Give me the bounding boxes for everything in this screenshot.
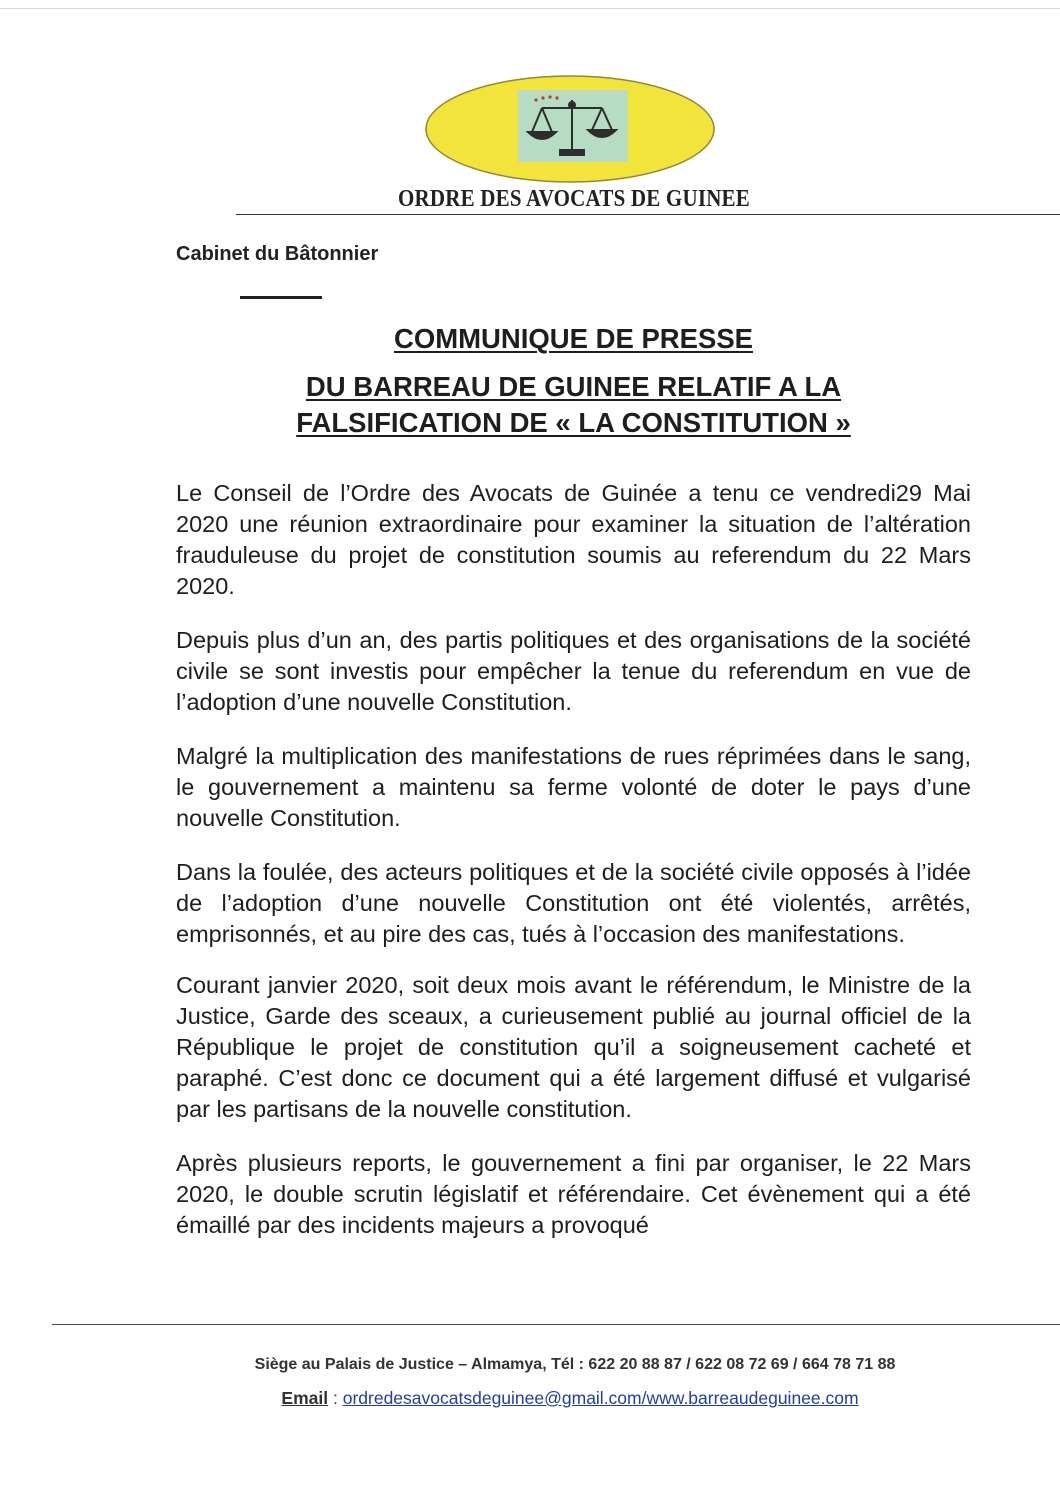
email-separator: : (328, 1388, 343, 1408)
footer-divider (52, 1324, 1060, 1325)
link-separator: / (641, 1388, 647, 1408)
department-underline (240, 296, 322, 299)
paragraph: Dans la foulée, des acteurs politiques et de la société civile opposés à l’idée de l’adoption d’une nouvelle Constitution ont été violentés, arrêtés, emprisonnés, et au pire des cas, tués à l’occasion des manifestations. (176, 859, 971, 947)
press-release-title: COMMUNIQUE DE PRESSE (393, 323, 754, 354)
paragraph: Le Conseil de l’Ordre des Avocats de Guinée a tenu ce vendredi29 Mai 2020 une réunion extraordinaire pour examiner la situation de l’altération frauduleuse du projet de constitution soumis au referendum du 22 Mars 2020. (176, 480, 971, 599)
paragraph: Courant janvier 2020, soit deux mois avant le référendum, le Ministre de la Justice, Garde des sceaux, a curieusement publié au journal officiel de la République le projet de constitution qu’il a soigneusement cacheté et paraphé. C’est donc ce document qui a été largement diffusé et vulgarisé par les partisans de la nouvelle constitution. (176, 972, 971, 1122)
paragraph: Après plusieurs reports, le gouvernement a fini par organiser, le 22 Mars 2020, le double scrutin législatif et référendaire. Cet évènement qui a été émaillé par des incidents majeurs a provoqué (176, 1150, 971, 1238)
footer-contact (0, 1388, 1060, 1409)
page-top-edge (0, 8, 1060, 9)
press-release-subtitle-line1: DU BARREAU DE GUINEE RELATIF A LA (305, 371, 842, 402)
press-release-subtitle-line2: FALSIFICATION DE « LA CONSTITUTION » (296, 407, 851, 438)
bar-association-logo (424, 74, 716, 184)
organization-name: ORDRE DES AVOCATS DE GUINEE (398, 184, 750, 212)
paragraph: Malgré la multiplication des manifestations de rues réprimées dans le sang, le gouvernement a maintenu sa ferme volonté de doter le pays d’une nouvelle Constitution. (176, 743, 971, 831)
email-link[interactable]: ordredesavocatsdeguinee@gmail.com (342, 1388, 642, 1408)
press-release-body (176, 478, 971, 1264)
website-link[interactable]: www.barreaudeguinee.com (646, 1388, 859, 1408)
paragraph: Depuis plus d’un an, des partis politiques et des organisations de la société civile se sont investis pour empêcher la tenue du referendum en vue de l’adoption d’une nouvelle Constitution. (176, 627, 971, 715)
footer-address: Siège au Palais de Justice – Almamya, Tél : 622 20 88 87 / 622 08 72 69 / 664 78 71 88 (254, 1356, 896, 1373)
department-label: Cabinet du Bâtonnier (176, 243, 379, 265)
header-divider (236, 214, 1060, 215)
email-label: Email (281, 1388, 329, 1408)
